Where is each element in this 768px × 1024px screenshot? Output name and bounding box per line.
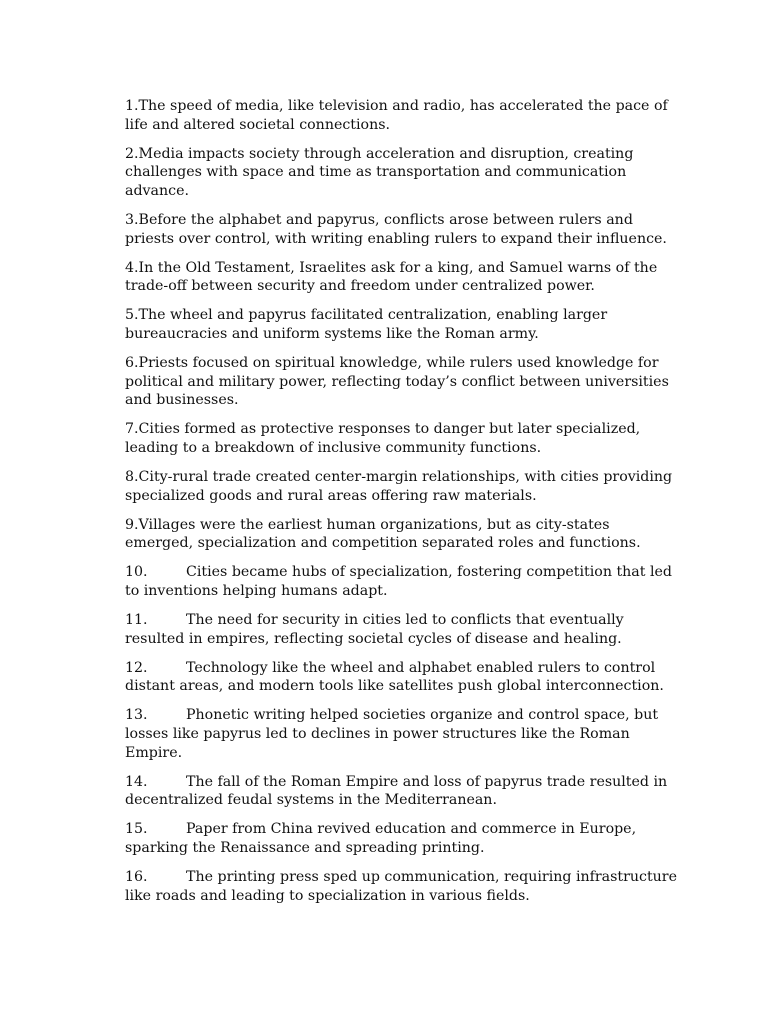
- item-text: The wheel and papyrus facilitated centralization, enabling larger bureaucracies and uniform systems like the Roman army.: [125, 307, 608, 342]
- list-item: [125, 659, 680, 696]
- list-item: [125, 145, 680, 201]
- item-text: Cities formed as protective responses to danger but later specialized, leading to a breakdown of inclusive community functions.: [125, 421, 641, 456]
- item-text: In the Old Testament, Israelites ask for a king, and Samuel warns of the trade-off between security and freedom under centralized power.: [125, 259, 658, 295]
- item-number: 14.: [125, 773, 148, 790]
- list-item: [125, 211, 680, 248]
- list-item: [125, 259, 680, 296]
- item-number: 12.: [125, 659, 148, 676]
- item-number: 1.: [125, 98, 139, 114]
- item-number: 11.: [125, 612, 148, 629]
- item-number: 4.: [125, 259, 139, 276]
- item-number: 5.: [125, 307, 139, 324]
- item-text: Cities became hubs of specialization, fostering competition that led to inventions helping humans adapt.: [125, 564, 672, 599]
- list-item: [125, 563, 680, 600]
- item-number: 6.: [125, 355, 139, 372]
- item-text: The speed of media, like television and radio, has accelerated the pace of life and altered societal connections.: [125, 98, 668, 133]
- list-item: [125, 868, 680, 905]
- item-number: 2.: [125, 145, 139, 162]
- list-item: [125, 820, 680, 857]
- item-text: Priests focused on spiritual knowledge, while rulers used knowledge for political and military power, reflecting today’s conflict between universities and businesses.: [125, 355, 669, 409]
- item-number: 16.: [125, 869, 148, 886]
- list-item: [125, 354, 680, 410]
- item-number: 7.: [125, 421, 139, 438]
- item-text: Paper from China revived education and commerce in Europe, sparking the Renaissance and spreading printing.: [125, 821, 637, 856]
- list-item: [125, 706, 680, 762]
- list-item: [125, 468, 680, 505]
- item-text: City-rural trade created center-margin relationships, with cities providing specialized goods and rural areas offering raw materials.: [125, 469, 673, 504]
- item-number: 8.: [125, 469, 139, 485]
- item-text: Before the alphabet and papyrus, conflicts arose between rulers and priests over control, with writing enabling rulers to expand their influence.: [125, 211, 667, 247]
- item-number: 10.: [125, 564, 148, 581]
- item-number: 3.: [125, 211, 139, 228]
- item-text: Villages were the earliest human organizations, but as city-states emerged, specialization and competition separated roles and functions.: [125, 516, 641, 552]
- list-item: [125, 97, 680, 134]
- list-item: [125, 773, 680, 810]
- item-text: The printing press sped up communication, requiring infrastructure like roads and leading to specialization in various fields.: [125, 869, 677, 904]
- item-number: 9.: [125, 516, 139, 533]
- list-item: [125, 611, 680, 648]
- item-number: 13.: [125, 707, 148, 724]
- item-text: Media impacts society through acceleration and disruption, creating challenges with space and time as transportation and communication advance.: [125, 145, 634, 199]
- item-text: Phonetic writing helped societies organize and control space, but losses like papyrus led to declines in power structures like the Roman Empire.: [125, 707, 659, 761]
- item-text: The fall of the Roman Empire and loss of papyrus trade resulted in decentralized feudal systems in the Mediterranean.: [125, 773, 668, 809]
- document-page: [125, 97, 680, 916]
- item-text: Technology like the wheel and alphabet enabled rulers to control distant areas, and modern tools like satellites push global interconnection.: [125, 659, 664, 695]
- list-item: [125, 306, 680, 343]
- item-number: 15.: [125, 821, 148, 838]
- list-item: [125, 420, 680, 457]
- item-text: The need for security in cities led to conflicts that eventually resulted in empires, reflecting societal cycles of disease and healing.: [125, 612, 624, 647]
- list-item: [125, 516, 680, 553]
